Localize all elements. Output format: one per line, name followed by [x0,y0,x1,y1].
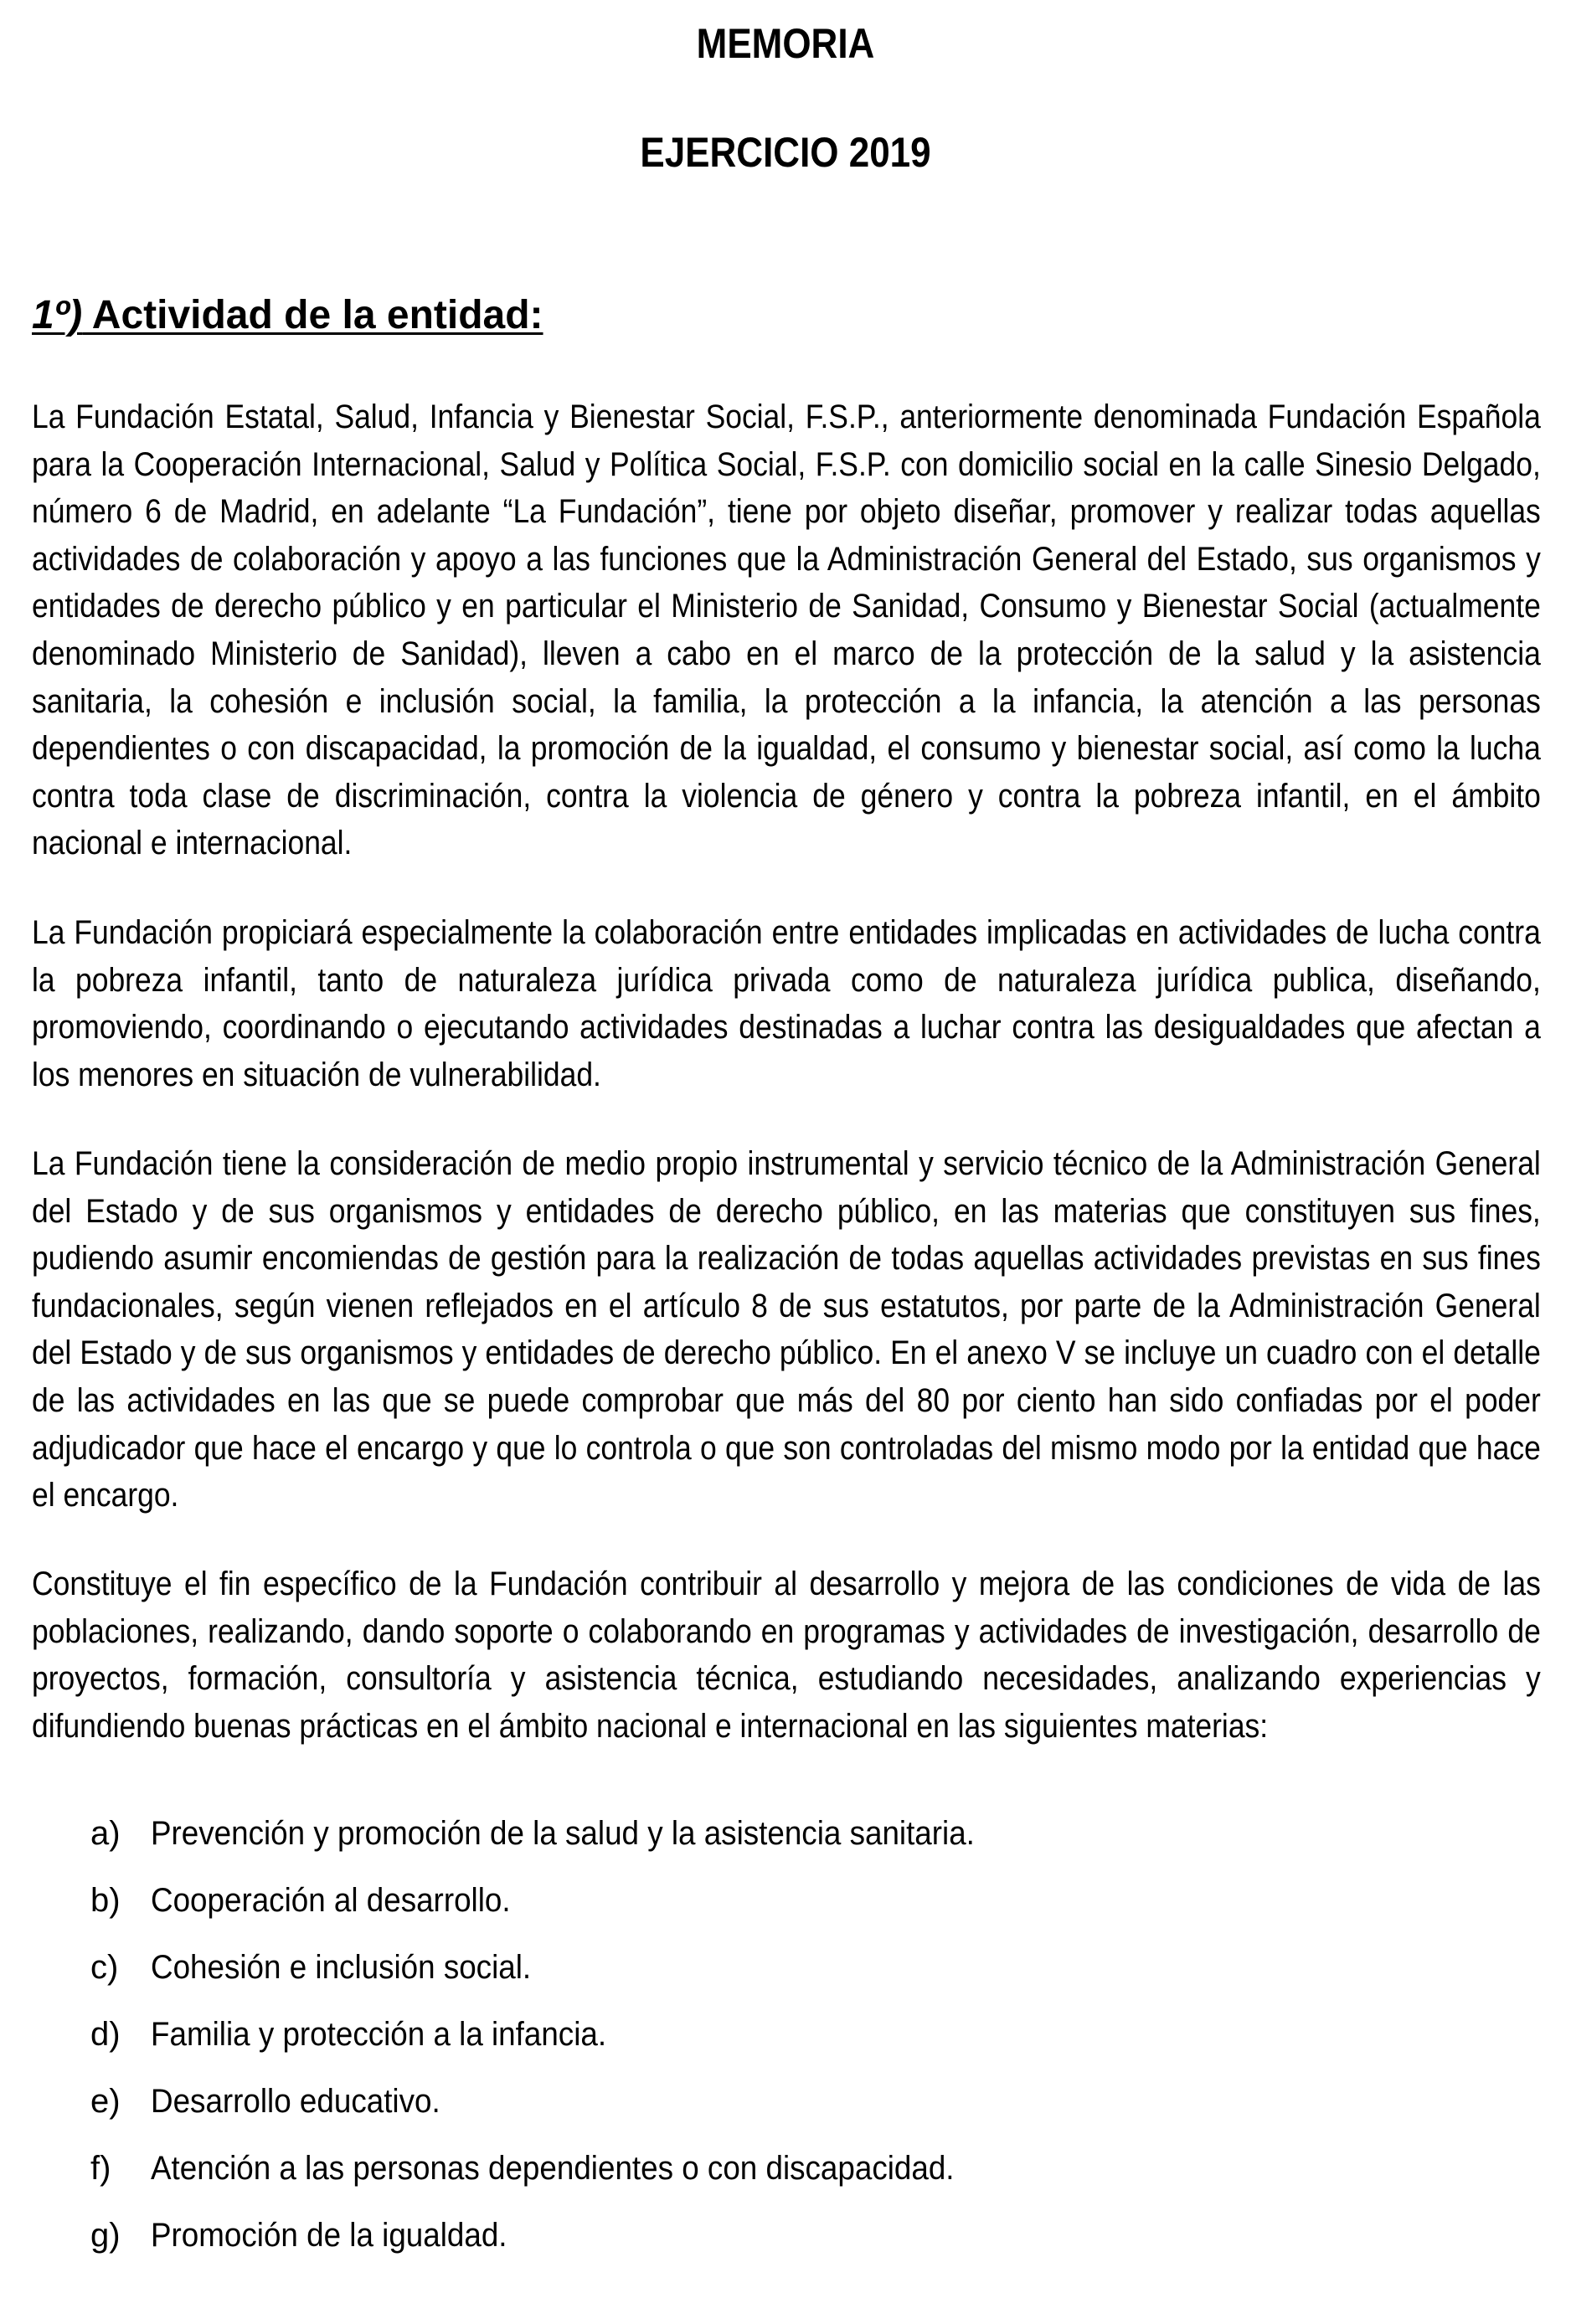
section-heading [32,291,543,340]
list-item-text: Cooperación al desarrollo. [151,1882,511,1919]
section-heading-text: Actividad de la entidad: [82,293,543,337]
paragraph-2: La Fundación propiciará especialmente la colaboración entre entidades implicadas en actividades de lucha contra la pobreza infantil, tanto de naturaleza jurídica privada como de naturaleza jurídica publica, diseñando, promoviendo, coordinando o ejecutando actividades destinadas a luchar contra las desigualdades que afectan a los menores en situación de vulnerabilidad. [32,914,1541,1093]
paragraph-3: La Fundación tiene la consideración de medio propio instrumental y servicio técnico de la Administración General del Estado y de sus organismos y entidades de derecho público, en las materias que constituyen sus fines, pudiendo asumir encomiendas de gestión para la realización de todas aquellas actividades previstas en sus fines fundacionales, según vienen reflejados en el artículo 8 de sus estatutos, por parte de la Administración General del Estado y de sus organismos y entidades de derecho público. En el anexo V se incluye un cuadro con el detalle de las actividades en las que se puede comprobar que más del 80 por ciento han sido confiadas por el poder adjudicador que hace el encargo y que lo controla o que son controladas del mismo modo por la entidad que hace el encargo. [32,1145,1541,1514]
list-item-text: Cohesión e inclusión social. [151,1949,532,1986]
list-item [90,1947,1046,2014]
list-item-text: Atención a las personas dependientes o con discapacidad. [151,2150,955,2187]
paragraph-4: Constituye el fin específico de la Fundación contribuir al desarrollo y mejora de las condiciones de vida de las poblaciones, realizando, dando soporte o colaborando en programas y actividades de investigación, desarrollo de proyectos, formación, consultoría y asistencia técnica, estudiando necesidades, analizando experiencias y difundiendo buenas prácticas en el ámbito nacional e internacional en las siguientes materias: [32,1566,1541,1745]
paragraph-1: La Fundación Estatal, Salud, Infancia y Bienestar Social, F.S.P., anteriormente denominada Fundación Española para la Cooperación Internacional, Salud y Política Social, F.S.P. con domicilio social en la calle Sinesio Delgado, número 6 de Madrid, en adelante “La Fundación”, tiene por objeto diseñar, promover y realizar todas aquellas actividades de colaboración y apoyo a las funciones que la Administración General del Estado, sus organismos y entidades de derecho público y en particular el Ministerio de Sanidad, Consumo y Bienestar Social (actualmente denominado Ministerio de Sanidad), lleven a cabo en el marco de la protección de la salud y la asistencia sanitaria, la cohesión e inclusión social, la familia, la protección a la infancia, la atención a las personas dependientes o con discapacidad, la promoción de la igualdad, el consumo y bienestar social, así como la lucha contra toda clase de discriminación, contra la violencia de género y contra la pobreza infantil, en el ámbito nacional e internacional. [32,398,1541,862]
list-item-text: Prevención y promoción de la salud y la asistencia sanitaria. [151,1815,975,1852]
list-item [90,1880,1046,1947]
list-item [90,1813,1046,1880]
document-subtitle: EJERCICIO 2019 [640,129,931,176]
list-item-letter: g) [90,2217,121,2254]
section-number: 1º) [32,293,83,337]
list-item-text: Promoción de la igualdad. [151,2217,507,2254]
list-item-letter: f) [90,2150,111,2187]
list-item [90,2215,1046,2282]
materias-list [90,1813,1046,2282]
list-item-letter: b) [90,1882,121,1919]
list-item-letter: c) [90,1949,119,1986]
document-title: MEMORIA [696,20,875,67]
list-item [90,2014,1046,2081]
list-item-text: Familia y protección a la infancia. [151,2016,607,2053]
list-item [90,2081,1046,2148]
list-item-letter: a) [90,1815,121,1852]
list-item-letter: d) [90,2016,121,2053]
list-item-text: Desarrollo educativo. [151,2083,440,2120]
list-item-letter: e) [90,2083,121,2120]
list-item [90,2148,1046,2215]
